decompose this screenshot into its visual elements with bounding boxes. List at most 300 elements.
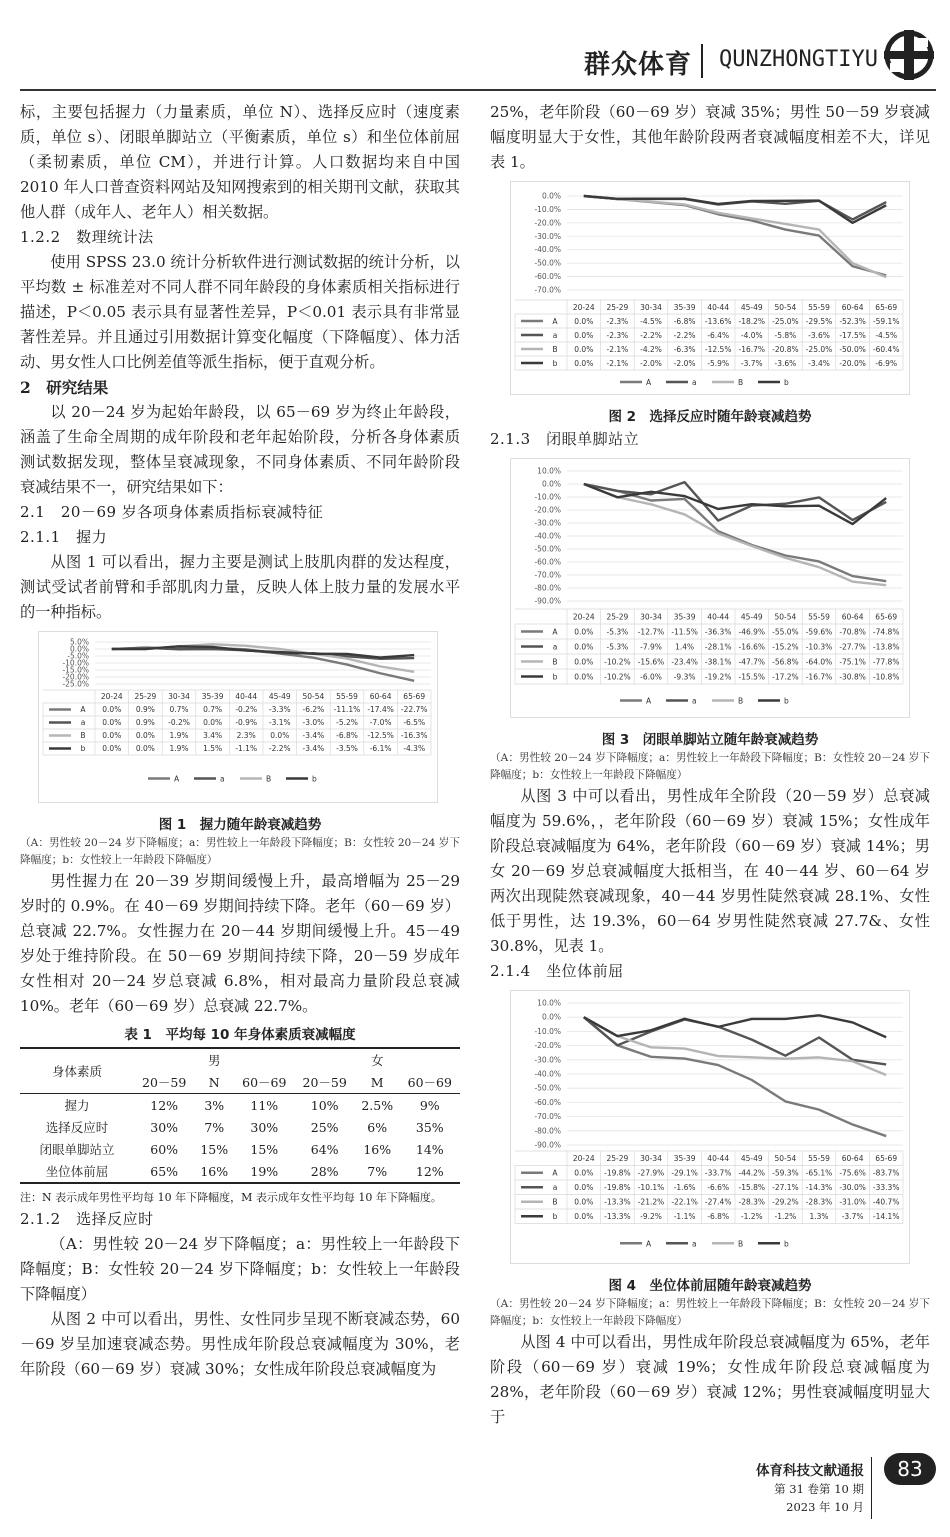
- figure-1-note: （A：男性较 20－24 岁下降幅度；a：男性较上一年龄段下降幅度；B：女性较 20－24 岁下降幅度；b：女性较上一年龄段下降幅度）: [20, 837, 460, 866]
- paragraph: 男性握力在 20－39 岁期间缓慢上升，最高增幅为 25－29 岁时的 0.9%。在 40－69 岁期间持续下降。老年（60－69 岁）总衰减 22.7%。女性握力在 20－44 岁期间缓慢上升。45－49 岁处于维持阶段。在 50－69 岁期间持续下降，20－59 岁成年女性相对 20－24 岁总衰减 6.8%，相对最高力量阶段总衰减 10%。老年（60－69 岁）总衰减 22.7%。: [20, 872, 460, 1015]
- y-tick-label: -60.0%: [534, 272, 561, 282]
- y-tick-label: -30.0%: [534, 518, 561, 528]
- table-cell: 闭眼单脚站立: [39, 1142, 115, 1157]
- table-cell: 握力: [64, 1098, 90, 1113]
- y-tick-label: -50.0%: [534, 258, 561, 268]
- data-label: -28.3%: [805, 1197, 833, 1207]
- data-label: -2.1%: [606, 358, 629, 368]
- data-label: -3.7%: [841, 1212, 864, 1222]
- x-category-label: 55-59: [336, 692, 358, 702]
- y-tick-label: -20.0%: [534, 218, 561, 228]
- data-label: 0.0%: [102, 731, 122, 741]
- page-number: 83: [884, 1453, 936, 1485]
- figure-3-note: （A：男性较 20－24 岁下降幅度；a：男性较上一年龄段下降幅度；B：女性较 20－24 岁下降幅度；b：女性较上一年龄段下降幅度）: [490, 752, 930, 781]
- page-footer: [736, 1453, 936, 1523]
- x-category-label: 25-29: [606, 612, 629, 622]
- legend-label: a: [552, 1183, 558, 1193]
- data-label: -0.9%: [235, 718, 258, 728]
- legend-label: A: [646, 378, 652, 387]
- page-header: [0, 0, 950, 90]
- data-label: -1.1%: [235, 744, 258, 754]
- legend-label: B: [552, 1197, 558, 1207]
- data-label: -29.2%: [772, 1197, 799, 1207]
- journal-logo-icon: [882, 28, 936, 82]
- data-label: -14.1%: [872, 1212, 900, 1222]
- table-cell: 15%: [200, 1141, 229, 1157]
- data-label: -38.1%: [704, 657, 732, 667]
- legend-label: A: [552, 316, 558, 326]
- data-label: 0.0%: [574, 657, 594, 667]
- data-label: -10.2%: [604, 657, 631, 667]
- data-label: -15.5%: [738, 672, 766, 682]
- data-label: -2.3%: [606, 316, 629, 326]
- footer-date: 2023 年 10 月: [786, 1500, 864, 1514]
- data-label: 1.9%: [169, 731, 189, 741]
- data-label: -9.2%: [640, 1212, 662, 1222]
- journal-title-cn: 群众体育: [583, 50, 692, 80]
- data-label: -3.3%: [268, 705, 291, 715]
- x-category-label: 40-44: [707, 302, 730, 312]
- data-label: -59.3%: [772, 1168, 799, 1178]
- x-category-label: 45-49: [740, 1154, 763, 1164]
- data-label: -56.8%: [772, 657, 799, 667]
- legend-label: b: [552, 672, 558, 682]
- data-label: -33.3%: [872, 1183, 900, 1193]
- data-label: 1.5%: [203, 744, 223, 754]
- data-label: -27.7%: [839, 642, 866, 652]
- data-label: -55.0%: [772, 627, 799, 637]
- y-tick-label: -70.0%: [534, 570, 561, 580]
- paragraph: 从图 3 中可以看出，男性成年全阶段（20－59 岁）总衰减幅度为 59.6%，，老年阶段（60－69 岁）衰减 15%；女性成年阶段总衰减幅度为 64%，老年阶段（60－69 岁）衰减 14%；男女 20－69 岁总衰减幅度大抵相当，在 40－44 岁、60－64 岁两次出现陡然衰减现象，40－44 岁男性陡然衰减 28.1%、女性低于男性，达 19.3%，60－64 岁男性陡然衰减 27.7&、女性 30.8%，见表 1。: [490, 787, 930, 955]
- table-cell: 28%: [294, 1160, 354, 1183]
- x-category-label: 35-39: [673, 1154, 696, 1164]
- x-category-label: 55-59: [808, 1154, 830, 1164]
- data-label: -16.7%: [738, 344, 766, 354]
- legend-label: a: [692, 1239, 697, 1249]
- table-subheader: 20－59: [294, 1071, 354, 1094]
- x-category-label: 25-29: [134, 692, 157, 702]
- paragraph: 标，主要包括握力（力量素质，单位 N）、选择反应时（速度素质，单位 s）、闭眼单脚站立（平衡素质，单位 s）和坐位体前屈（柔韧素质，单位 CM），并进行计算。人口数据均来自中国 2010 年人口普查资料网站及知网搜索到的相关期刊文献，获取其他人群（成年人、老年人）相关数据。: [20, 103, 460, 221]
- y-tick-label: 0.0%: [69, 644, 89, 654]
- data-label: 0.0%: [574, 358, 594, 368]
- single-leg-stand-chart: [511, 459, 909, 717]
- data-label: -27.9%: [637, 1168, 665, 1178]
- data-label: -47.7%: [738, 657, 766, 667]
- legend-label: B: [266, 774, 272, 784]
- table-cell: 35%: [415, 1119, 444, 1135]
- data-label: -65.1%: [805, 1168, 833, 1178]
- series-line-a: [584, 482, 886, 520]
- data-label: 1.9%: [169, 744, 189, 754]
- data-label: 0.7%: [169, 705, 189, 715]
- x-category-label: 30-34: [640, 1154, 662, 1164]
- data-label: -2.1%: [606, 344, 629, 354]
- table-subheader: N: [194, 1071, 234, 1094]
- table-cell: 64%: [310, 1141, 339, 1157]
- section-heading-2: 2 研究结果: [20, 378, 109, 397]
- section-heading-2-1-1: 2.1.1 握力: [20, 528, 108, 546]
- header-separator: [701, 44, 703, 78]
- data-label: -6.8%: [707, 1212, 730, 1222]
- data-label: -2.0%: [673, 358, 696, 368]
- x-category-label: 50-54: [774, 612, 797, 622]
- table-cell: 12%: [150, 1097, 179, 1113]
- legend-label: B: [552, 344, 558, 354]
- paragraph: 使用 SPSS 23.0 统计分析软件进行测试数据的统计分析，以平均数 ± 标准差对不同人群不同年龄段的身体素质相关指标进行描述，P＜0.05 表示具有显著性差异，P＜0.01 表示具有非常显著性差异。并且通过引用数据计算变化幅度（下降幅度）、体力活动、男女性人口比例差值等派生指标，便于直观分析。: [20, 253, 460, 371]
- data-label: -60.4%: [872, 344, 900, 354]
- y-tick-label: 10.0%: [537, 998, 561, 1008]
- x-category-label: 60-64: [841, 612, 864, 622]
- figure-4-chart: [510, 990, 910, 1264]
- series-line-B: [584, 1017, 886, 1075]
- paragraph: 以 20－24 岁为起始年龄段，以 65－69 岁为终止年龄段，涵盖了生命全周期的成年阶段和老年起始阶段，分析各身体素质测试数据发现，整体呈衰减现象，不同身体素质、不同年龄阶段衰减结果不一，研究结果如下：: [20, 403, 460, 496]
- y-tick-label: -50.0%: [534, 1083, 561, 1093]
- data-label: -12.5%: [704, 344, 732, 354]
- legend-label: B: [80, 731, 86, 741]
- data-label: -3.0%: [302, 718, 325, 728]
- data-label: -3.1%: [268, 718, 291, 728]
- y-tick-label: -20.0%: [534, 1041, 561, 1051]
- data-label: 0.0%: [574, 344, 594, 354]
- data-label: -4.3%: [403, 744, 426, 754]
- x-category-label: 30-34: [640, 302, 662, 312]
- section-heading-2-1-4: 2.1.4 坐位体前屈: [490, 962, 624, 980]
- data-label: -16.7%: [805, 672, 833, 682]
- data-label: -28.3%: [738, 1197, 766, 1207]
- y-tick-label: 0.0%: [541, 479, 561, 489]
- data-label: -3.6%: [774, 358, 797, 368]
- y-tick-label: -25.0%: [62, 679, 89, 689]
- data-label: -6.4%: [707, 330, 730, 340]
- data-label: -19.8%: [604, 1168, 631, 1178]
- data-label: -75.1%: [839, 657, 866, 667]
- x-category-label: 60-64: [841, 302, 864, 312]
- data-label: 0.9%: [135, 718, 155, 728]
- legend-label: b: [552, 358, 558, 368]
- data-label: -15.2%: [772, 642, 799, 652]
- data-label: -15.6%: [637, 657, 665, 667]
- data-label: -74.8%: [872, 627, 900, 637]
- table-row: [20, 1160, 460, 1183]
- x-category-label: 50-54: [302, 692, 325, 702]
- data-label: -23.4%: [671, 657, 698, 667]
- table-cell: 7%: [355, 1160, 400, 1183]
- data-label: -17.4%: [367, 705, 394, 715]
- data-label: -10.2%: [604, 672, 631, 682]
- data-label: -27.1%: [772, 1183, 799, 1193]
- data-label: -17.2%: [772, 672, 799, 682]
- footer-divider: [871, 1457, 872, 1519]
- legend-label: B: [738, 378, 744, 387]
- figure-2-chart: [510, 181, 910, 395]
- data-label: 0.0%: [574, 330, 594, 340]
- table-1-title: 表 1 平均每 10 年身体素质衰减幅度: [124, 1027, 356, 1043]
- table-header-male: 男: [134, 1048, 294, 1071]
- x-category-label: 30-34: [168, 692, 190, 702]
- table-header-female: 女: [294, 1048, 460, 1071]
- data-label: -59.1%: [872, 316, 900, 326]
- y-tick-label: -40.0%: [534, 531, 561, 541]
- data-label: -21.2%: [637, 1197, 665, 1207]
- data-label: -1.2%: [740, 1212, 763, 1222]
- table-cell: 19%: [234, 1160, 294, 1183]
- journal-title-en: QUNZHONGTIYU: [719, 47, 878, 72]
- legend-label: b: [784, 696, 789, 706]
- reaction-time-chart: [511, 182, 909, 394]
- y-tick-label: -10.0%: [534, 492, 561, 502]
- table-cell: 14%: [415, 1141, 444, 1157]
- x-category-label: 50-54: [774, 1154, 797, 1164]
- data-label: -77.8%: [872, 657, 900, 667]
- data-label: -4.5%: [875, 330, 898, 340]
- x-category-label: 35-39: [673, 612, 696, 622]
- section-heading-1-2-2: 1.2.2 数理统计法: [20, 228, 154, 246]
- table-cell: 16%: [194, 1160, 234, 1183]
- footer-journal: 体育科技文献通报: [756, 1463, 864, 1479]
- legend-label: a: [80, 718, 86, 728]
- y-tick-label: -50.0%: [534, 544, 561, 554]
- data-label: -5.3%: [606, 627, 629, 637]
- data-label: -20.0%: [839, 358, 866, 368]
- data-label: -6.8%: [336, 731, 358, 741]
- data-label: -6.2%: [302, 705, 325, 715]
- data-label: -2.2%: [640, 330, 662, 340]
- data-label: 0.0%: [203, 718, 223, 728]
- table-cell: 65%: [134, 1160, 194, 1183]
- legend-label: b: [312, 774, 317, 784]
- data-label: -12.5%: [367, 731, 394, 741]
- data-label: -13.3%: [604, 1197, 631, 1207]
- data-label: 0.0%: [574, 642, 594, 652]
- data-label: 0.0%: [102, 705, 122, 715]
- x-category-label: 40-44: [707, 612, 730, 622]
- y-tick-label: -30.0%: [534, 1055, 561, 1065]
- data-label: -3.7%: [740, 358, 763, 368]
- data-label: 3.4%: [203, 731, 223, 741]
- data-label: -3.4%: [302, 744, 325, 754]
- data-label: -14.3%: [805, 1183, 833, 1193]
- table-cell: 6%: [367, 1119, 388, 1135]
- section-heading-2-1-3: 2.1.3 闭眼单脚站立: [490, 430, 640, 448]
- x-category-label: 65-69: [875, 302, 898, 312]
- figure-4-note: （A：男性较 20－24 岁下降幅度；a：男性较上一年龄段下降幅度；B：女性较 20－24 岁下降幅度；b：女性较上一年龄段下降幅度）: [490, 1298, 930, 1327]
- right-column: [490, 100, 930, 1430]
- header-rule: [20, 89, 936, 91]
- legend-label: a: [552, 642, 558, 652]
- data-label: -5.2%: [336, 718, 358, 728]
- table-subheader: 20－59: [134, 1071, 194, 1094]
- y-tick-label: -80.0%: [534, 583, 561, 593]
- data-label: -44.2%: [738, 1168, 766, 1178]
- data-label: -10.1%: [637, 1183, 665, 1193]
- table-cell: 16%: [363, 1141, 392, 1157]
- x-category-label: 45-49: [268, 692, 291, 702]
- data-label: -10.8%: [872, 672, 900, 682]
- table-cell: 30%: [250, 1119, 279, 1135]
- paragraph: （A：男性较 20－24 岁下降幅度；a：男性较上一年龄段下降幅度；B：女性较 20－24 岁下降幅度；b：女性较上一年龄段下降幅度）: [20, 1235, 460, 1303]
- figure-3-chart: [510, 458, 910, 718]
- table-cell: 60%: [150, 1141, 179, 1157]
- x-category-label: 55-59: [808, 302, 830, 312]
- figure-4-caption: 图 4 坐位体前屈随年龄衰减趋势: [608, 1278, 812, 1294]
- legend-label: b: [784, 1239, 789, 1249]
- data-label: -4.5%: [640, 316, 662, 326]
- table-cell: 2.5%: [361, 1097, 394, 1113]
- x-category-label: 35-39: [673, 302, 696, 312]
- legend-label: a: [692, 378, 697, 387]
- data-label: -9.3%: [673, 672, 696, 682]
- data-label: -10.3%: [805, 642, 833, 652]
- data-label: -1.2%: [774, 1212, 797, 1222]
- data-label: -5.8%: [774, 330, 797, 340]
- table-1-note: 注：N 表示成年男性平均每 10 年下降幅度，M 表示成年女性平均每 10 年下降幅度。: [20, 1191, 442, 1204]
- series-line-b: [584, 484, 886, 524]
- data-label: -83.7%: [872, 1168, 900, 1178]
- data-label: -29.5%: [805, 316, 833, 326]
- data-label: 0.7%: [203, 705, 223, 715]
- legend-label: B: [738, 1239, 744, 1249]
- legend-label: A: [646, 1239, 652, 1249]
- table-1: [20, 1047, 460, 1184]
- data-label: 0.0%: [574, 672, 594, 682]
- x-category-label: 35-39: [201, 692, 224, 702]
- y-tick-label: -30.0%: [534, 231, 561, 241]
- data-label: 0.0%: [574, 316, 594, 326]
- data-label: -15.8%: [738, 1183, 766, 1193]
- table-cell: 7%: [204, 1119, 225, 1135]
- x-category-label: 55-59: [808, 612, 830, 622]
- data-label: -13.8%: [872, 642, 900, 652]
- data-label: -3.5%: [336, 744, 358, 754]
- x-category-label: 45-49: [740, 612, 763, 622]
- paragraph: 从图 2 中可以看出，男性、女性同步呈现不断衰减态势，60－69 岁呈加速衰减态势。男性成年阶段总衰减幅度为 30%，老年阶段（60－69 岁）衰减 30%；女性成年阶段总衰减幅度为: [20, 1310, 460, 1378]
- data-label: -2.0%: [640, 358, 662, 368]
- data-label: 0.0%: [102, 718, 122, 728]
- paragraph: 从图 4 中可以看出，男性成年阶段总衰减幅度为 65%，老年阶段（60－69 岁）衰减 19%；女性成年阶段总衰减幅度为 28%，老年阶段（60－69 岁）衰减 12%；男性衰减幅度明显大于: [490, 1333, 930, 1426]
- x-category-label: 20-24: [572, 612, 595, 622]
- y-tick-label: -5.0%: [67, 651, 89, 661]
- sit-and-reach-chart: [511, 991, 909, 1263]
- data-label: -64.0%: [805, 657, 833, 667]
- legend-label: A: [552, 627, 558, 637]
- x-category-label: 25-29: [606, 1154, 629, 1164]
- data-label: -33.7%: [704, 1168, 732, 1178]
- data-label: -19.2%: [704, 672, 732, 682]
- data-label: 1.3%: [809, 1212, 829, 1222]
- table-cell: 9%: [419, 1097, 440, 1113]
- legend-label: A: [646, 696, 652, 706]
- x-category-label: 60-64: [841, 1154, 864, 1164]
- figure-2-caption: 图 2 选择反应时随年龄衰减趋势: [608, 409, 812, 425]
- data-label: -6.8%: [673, 316, 696, 326]
- data-label: -25.0%: [772, 316, 799, 326]
- table-row: [20, 1116, 460, 1138]
- figure-1-caption: 图 1 握力随年龄衰减趋势: [158, 817, 322, 833]
- data-label: 0.0%: [270, 731, 290, 741]
- x-category-label: 30-34: [640, 612, 662, 622]
- table-header-quality: 身体素质: [20, 1048, 134, 1094]
- data-label: 0.0%: [574, 1183, 594, 1193]
- data-label: -7.0%: [369, 718, 392, 728]
- data-label: 0.0%: [574, 1197, 594, 1207]
- legend-label: B: [738, 696, 744, 706]
- x-category-label: 20-24: [100, 692, 123, 702]
- legend-label: b: [552, 1212, 558, 1222]
- data-label: -36.3%: [704, 627, 732, 637]
- data-label: -6.0%: [640, 672, 662, 682]
- data-label: 2.3%: [236, 731, 256, 741]
- data-label: -18.2%: [738, 316, 766, 326]
- legend-label: A: [552, 1168, 558, 1178]
- y-tick-label: 0.0%: [541, 191, 561, 201]
- table-row: [20, 1138, 460, 1160]
- data-label: -12.7%: [637, 627, 665, 637]
- y-tick-label: -10.0%: [534, 204, 561, 214]
- legend-label: a: [552, 330, 558, 340]
- data-label: -1.6%: [673, 1183, 696, 1193]
- x-category-label: 20-24: [572, 1154, 595, 1164]
- x-category-label: 45-49: [740, 302, 763, 312]
- data-label: -20.8%: [772, 344, 799, 354]
- table-cell: 11%: [250, 1097, 279, 1113]
- footer-volume: 第 31 卷第 10 期: [774, 1482, 864, 1496]
- legend-label: B: [552, 657, 558, 667]
- paragraph: 25%，老年阶段（60－69 岁）衰减 35%；男性 50－59 岁衰减幅度明显大于女性，其他年龄阶段两者衰减幅度相差不大，详见表 1。: [490, 103, 930, 171]
- y-tick-label: -60.0%: [534, 557, 561, 567]
- x-category-label: 25-29: [606, 302, 629, 312]
- data-label: -46.9%: [738, 627, 766, 637]
- data-label: -19.8%: [604, 1183, 631, 1193]
- data-label: 0.0%: [574, 1168, 594, 1178]
- y-tick-label: -70.0%: [534, 285, 561, 295]
- y-tick-label: -20.0%: [534, 505, 561, 515]
- data-label: -6.6%: [707, 1183, 730, 1193]
- y-tick-label: -70.0%: [534, 1112, 561, 1122]
- section-heading-2-1: 2.1 20－69 岁各项身体素质指标衰减特征: [20, 503, 324, 521]
- left-column: [20, 100, 460, 1382]
- y-tick-label: -90.0%: [534, 596, 561, 606]
- figure-1-chart: [38, 631, 438, 803]
- data-label: -3.4%: [808, 358, 830, 368]
- data-label: -6.3%: [673, 344, 696, 354]
- table-cell: 25%: [310, 1119, 339, 1135]
- data-label: 0.0%: [574, 1212, 594, 1222]
- data-label: -50.0%: [839, 344, 866, 354]
- data-label: -0.2%: [235, 705, 258, 715]
- data-label: -3.4%: [302, 731, 325, 741]
- table-cell: 选择反应时: [45, 1120, 109, 1135]
- data-label: -27.4%: [704, 1197, 732, 1207]
- table-cell: 10%: [310, 1097, 339, 1113]
- data-label: -4.2%: [640, 344, 662, 354]
- y-tick-label: -10.0%: [62, 658, 89, 668]
- data-label: -6.9%: [875, 358, 898, 368]
- data-label: -16.3%: [400, 731, 428, 741]
- y-tick-label: -40.0%: [534, 245, 561, 255]
- data-label: -28.1%: [704, 642, 732, 652]
- y-tick-label: 5.0%: [69, 637, 89, 647]
- data-label: 0.0%: [102, 744, 122, 754]
- legend-label: b: [80, 744, 86, 754]
- data-label: -59.6%: [805, 627, 833, 637]
- data-label: -75.6%: [839, 1168, 866, 1178]
- data-label: -30.8%: [839, 672, 866, 682]
- data-label: -2.2%: [268, 744, 291, 754]
- table-cell: 坐位体前屈: [20, 1160, 134, 1183]
- y-tick-label: -15.0%: [62, 665, 89, 675]
- legend-label: b: [784, 378, 789, 387]
- y-tick-label: 10.0%: [537, 466, 561, 476]
